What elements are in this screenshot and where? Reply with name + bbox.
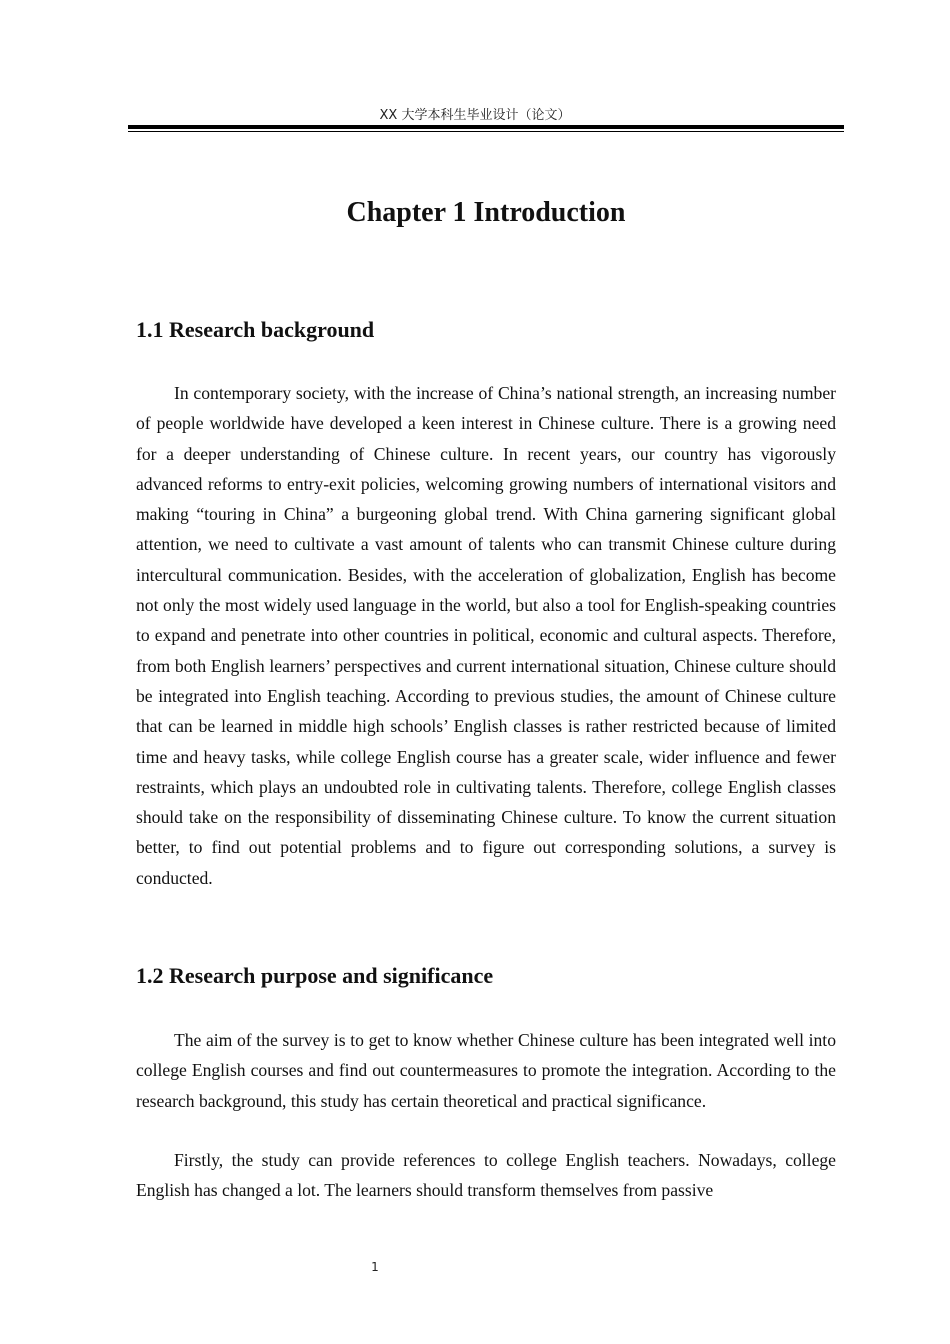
paragraph-survey-aim: The aim of the survey is to get to know whether Chinese culture has been integrated well into college English courses and find out countermeasures to promote the integration. According to the research background, this study has certain theoretical and practical significance. (136, 1030, 836, 1111)
paragraph-firstly: Firstly, the study can provide references to college English teachers. Nowadays, college English has changed a lot. The learners should transform themselves from passive (136, 1150, 836, 1201)
running-header: XX 大学本科生毕业设计（论文） (379, 108, 571, 123)
section-heading-research-background: 1.1 Research background (136, 317, 375, 342)
section-heading-research-purpose: 1.2 Research purpose and significance (136, 963, 494, 988)
header-rule-thick (128, 125, 844, 129)
header-rule-thin (128, 131, 844, 132)
page-number: 1 (371, 1260, 379, 1274)
paragraph-research-background: In contemporary society, with the increase of China’s national strength, an increasing number of people worldwide have developed a keen interest in Chinese culture. There is a growing need for a deeper understanding of Chinese culture. In recent years, our country has vigorously advanced reforms to entry-exit policies, welcoming growing numbers of international visitors and making “touring in China” a burgeoning global trend. With China garnering significant global attention, we need to cultivate a vast amount of talents who can transmit Chinese culture during intercultural communication. Besides, with the acceleration of globalization, English has become not only the most widely used language in the world, but also a tool for English-speaking countries to expand and penetrate into other countries in political, economic and cultural aspects. Therefore, from both English learners’ perspectives and current international situation, Chinese culture should be integrated into English teaching. According to previous studies, the amount of Chinese culture that can be learned in middle high schools’ English classes is rather restricted because of limited time and heavy tasks, while college English course has a greater scale, wider influence and fewer restraints, which plays an undoubted role in cultivating talents. Therefore, college English classes should take on the responsibility of disseminating Chinese culture. To know the current situation better, to find out potential problems and to figure out corresponding solutions, a survey is conducted. (136, 383, 836, 888)
chapter-title: Chapter 1 Introduction (346, 197, 626, 228)
